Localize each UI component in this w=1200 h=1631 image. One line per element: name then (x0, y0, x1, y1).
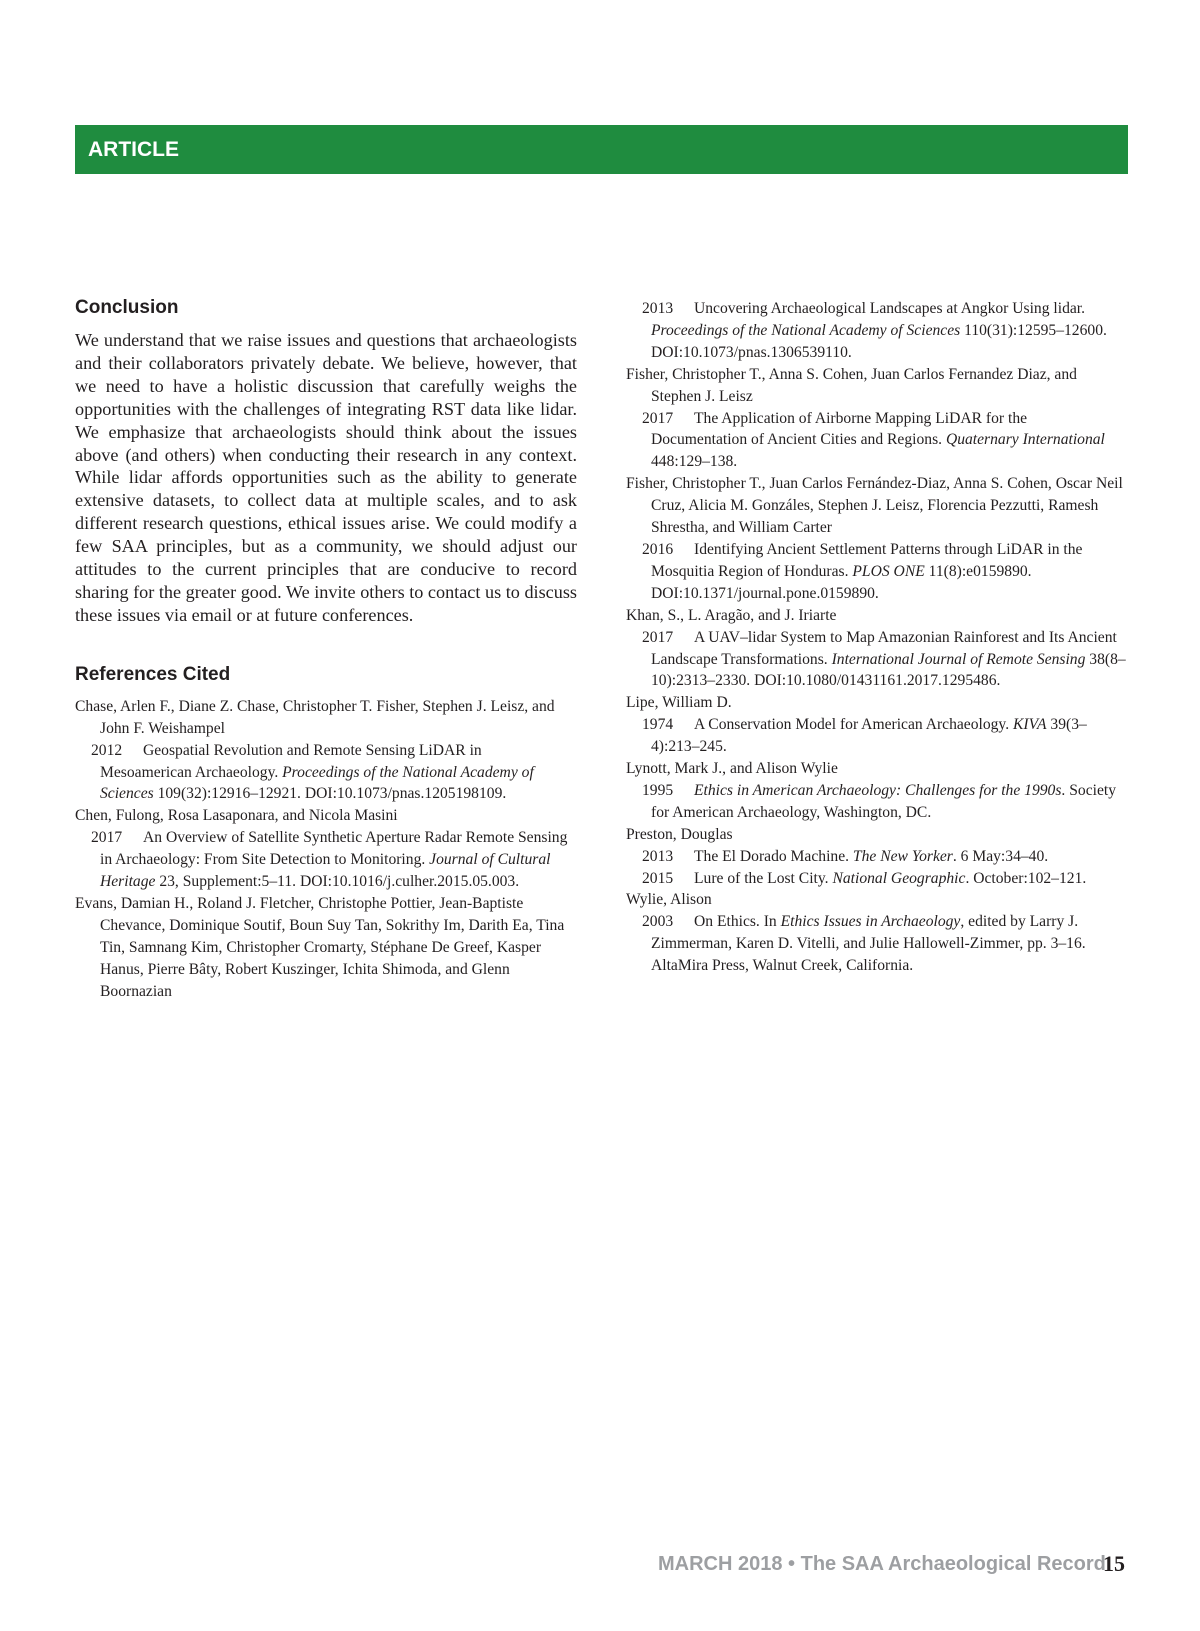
reference-source: Journal of Cultural Heritage (100, 851, 551, 891)
reference-year: 2013 (642, 847, 674, 865)
reference-title: The El Dorado Machine. (694, 847, 853, 865)
reference-work (626, 911, 1126, 977)
reference-source: Proceedings of the National Academy of Sciences (100, 763, 534, 803)
references-list-left (75, 696, 577, 1003)
reference-year: 2013 (642, 300, 674, 317)
reference-title: The Application of Airborne Mapping LiDAR for the Documentation of Ancient Cities and Regions. (651, 409, 1028, 449)
right-column (626, 298, 1126, 977)
reference-details: 110(31):12595–12600. DOI:10.1073/pnas.1306539110. (651, 321, 1107, 361)
section-label: ARTICLE (88, 138, 179, 161)
reference-year: 2015 (642, 869, 674, 887)
reference-source: Quaternary International (945, 431, 1105, 449)
reference-title: On Ethics. In (694, 913, 781, 931)
reference-year: 1995 (642, 781, 674, 799)
reference-title: Uncovering Archaeological Landscapes at Angkor Using lidar. (694, 300, 1086, 317)
reference-author: Lynott, Mark J., and Alison Wylie (626, 760, 838, 778)
reference-details: , edited by Larry J. Zimmerman, Karen D. Vitelli, and Julie Hallowell-Zimmer, pp. 3–16. AltaMira Press, Walnut Creek, California. (651, 913, 1086, 975)
reference-title: A UAV–lidar System to Map Amazonian Rainforest and Its Ancient Landscape Transformations. (651, 628, 1117, 668)
reference-source: Ethics in American Archaeology: Challenges for the 1990s (694, 781, 1062, 799)
reference-source: National Geographic (832, 869, 966, 887)
reference-author: Chen, Fulong, Rosa Lasaponara, and Nicola Masini (75, 807, 398, 825)
reference-year: 2016 (642, 540, 674, 558)
reference-author: Khan, S., L. Aragão, and J. Iriarte (626, 606, 837, 624)
reference-author: Preston, Douglas (626, 825, 733, 843)
reference-title: Lure of the Lost City. (694, 869, 833, 887)
reference-work (626, 298, 1126, 364)
reference-work (626, 780, 1126, 824)
reference-work (75, 827, 577, 893)
reference-year: 2003 (642, 913, 674, 931)
reference-work (626, 846, 1126, 868)
reference-details: 448:129–138. (651, 453, 738, 471)
reference-work (626, 627, 1126, 693)
reference-source: The New Yorker (852, 847, 953, 865)
reference-author: Wylie, Alison (626, 891, 712, 909)
reference-work (626, 714, 1126, 758)
reference-details: 39(3–4):213–245. (651, 716, 1087, 756)
reference-title: A Conservation Model for American Archaeology. (694, 716, 1014, 734)
reference-details: . 6 May:34–40. (952, 847, 1049, 865)
reference-details: . Society for American Archaeology, Washington, DC. (651, 781, 1116, 821)
reference-title: Geospatial Revolution and Remote Sensing LiDAR in Mesoamerican Archaeology. (100, 741, 482, 781)
references-heading: References Cited (75, 663, 231, 685)
reference-source: KIVA (1013, 716, 1047, 734)
reference-year: 1974 (642, 716, 674, 734)
conclusion-paragraph: We understand that we raise issues and questions that archaeologists and their collaborators privately debate. We believe, however, that we need to have a holistic discussion that carefully weighs the opportunities with the challenges of integrating RST data like lidar. We emphasize that archaeologists should think about the issues above (and others) when conducting their research in any context. While lidar affords opportunities such as the ability to generate extensive datasets, to collect data at multiple scales, and to ask different research questions, ethical issues arise. We could modify a few SAA principles, but as a community, we should adjust our attitudes to the current principles that are conducive to record sharing for the greater good. We invite others to contact us to discuss these issues via email or at future conferences. (75, 330, 577, 625)
section-banner (75, 125, 1128, 174)
reference-author: Lipe, William D. (626, 694, 732, 712)
reference-author: Evans, Damian H., Roland J. Fletcher, Christophe Pottier, Jean-Baptiste Chevance, Dominique Soutif, Boun Suy Tan, Sokrithy Im, Darith Ea, Tina Tin, Samnang Kim, Christopher Cromarty, Stéphane De Greef, Kasper Hanus, Pierre Bâty, Robert Kuszinger, Ichita Shimoda, and Glenn Boornazian (75, 894, 565, 1000)
reference-details: 109(32):12916–12921. DOI:10.1073/pnas.1205198109. (153, 785, 507, 803)
reference-source: PLOS ONE (852, 562, 925, 580)
reference-details: 23, Supplement:5–11. DOI:10.1016/j.culher.2015.05.003. (155, 873, 520, 891)
page-number: 15 (1103, 1551, 1125, 1576)
reference-details: 38(8–10):2313–2330. DOI:10.1080/01431161.2017.1295486. (651, 650, 1126, 690)
reference-work (75, 740, 577, 806)
reference-work (626, 408, 1126, 474)
reference-year: 2012 (91, 741, 123, 759)
reference-source: Ethics Issues in Archaeology (780, 913, 961, 931)
reference-year: 2017 (642, 628, 674, 646)
reference-year: 2017 (642, 409, 674, 427)
reference-source: International Journal of Remote Sensing (831, 650, 1086, 668)
reference-work (626, 868, 1126, 890)
references-list-right (626, 298, 1126, 977)
reference-year: 2017 (91, 829, 123, 847)
left-column (75, 297, 577, 1002)
reference-author: Fisher, Christopher T., Juan Carlos Fernández-Diaz, Anna S. Cohen, Oscar Neil Cruz, Alicia M. Gonzáles, Stephen J. Leisz, Florencia Pezzutti, Ramesh Shrestha, and William Carter (626, 475, 1123, 537)
reference-details: . October:102–121. (965, 869, 1087, 887)
running-footer: MARCH 2018 • The SAA Archaeological Record (658, 1553, 1106, 1575)
reference-details: 11(8):e0159890. DOI:10.1371/journal.pone.0159890. (651, 562, 1032, 602)
conclusion-heading: Conclusion (75, 297, 179, 318)
reference-author: Chase, Arlen F., Diane Z. Chase, Christopher T. Fisher, Stephen J. Leisz, and John F. Weishampel (75, 697, 555, 737)
reference-title: An Overview of Satellite Synthetic Aperture Radar Remote Sensing in Archaeology: From Site Detection to Monitoring. (100, 829, 568, 869)
reference-work (626, 539, 1126, 605)
reference-source: Proceedings of the National Academy of Sciences (651, 321, 961, 339)
reference-author: Fisher, Christopher T., Anna S. Cohen, Juan Carlos Fernandez Diaz, and Stephen J. Leisz (626, 365, 1077, 405)
reference-title: Identifying Ancient Settlement Patterns through LiDAR in the Mosquitia Region of Honduras. (651, 540, 1083, 580)
